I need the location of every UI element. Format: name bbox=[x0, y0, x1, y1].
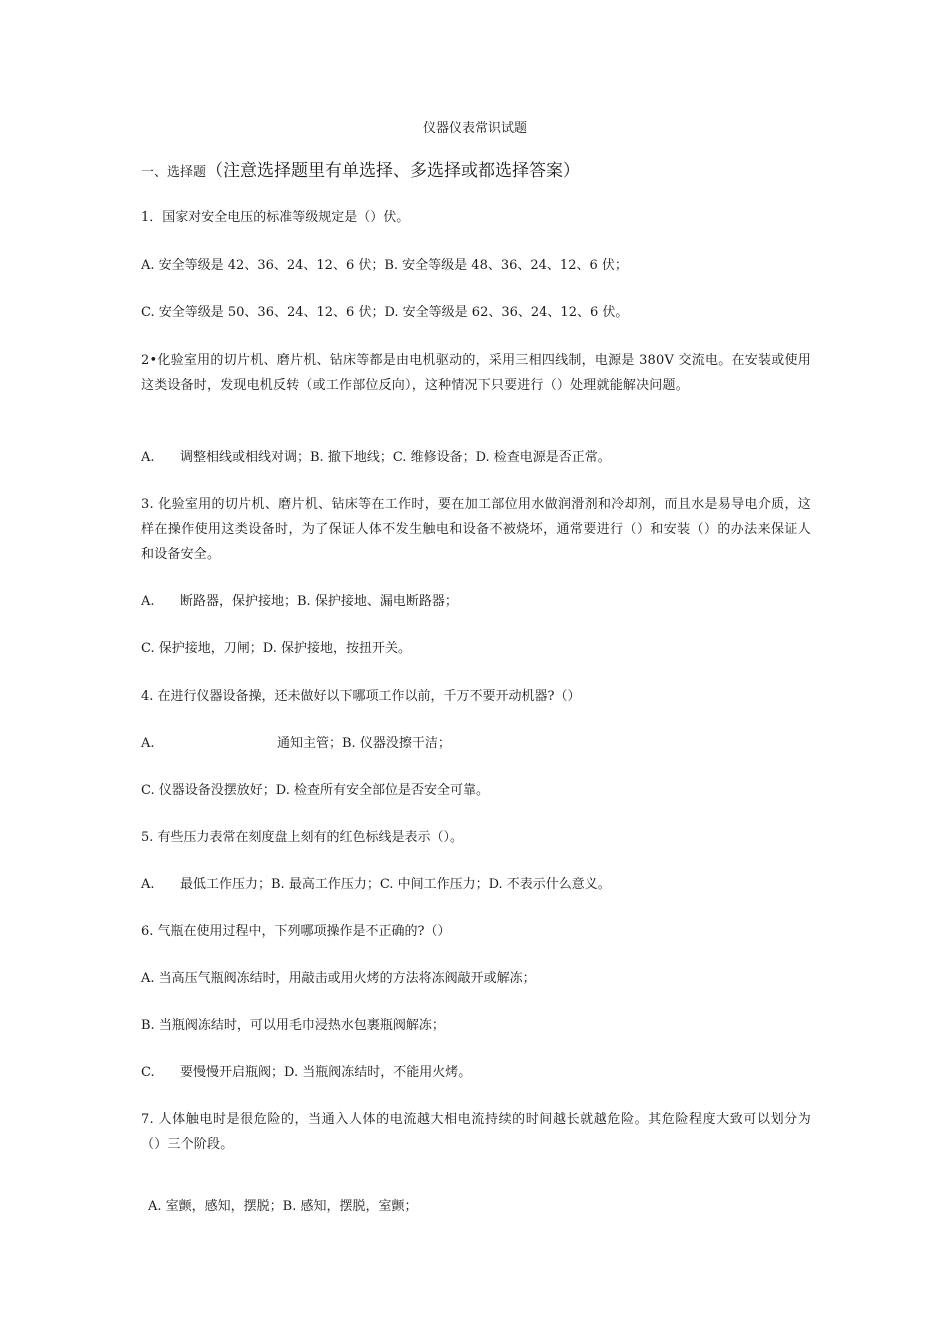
option-letter: A. bbox=[141, 736, 155, 751]
question-3-stem: 3. 化验室用的切片机、磨片机、钻床等在工作时，要在加工部位用水做润滑剂和冷却剂，而且水是易导电介质，这样在操作使用这类设备时，为了保证人体不发生触电和设备不被烧坏，通常要进行（）和安装（）的办法来保证人和设备安全。 bbox=[141, 497, 811, 562]
option-text: 最低工作压力；B. 最高工作压力；C. 中间工作压力；D. 不表示什么意义。 bbox=[180, 877, 611, 892]
question-6-option-a: A. 当高压气瓶阀冻结时，用敲击或用火烤的方法将冻阀敲开或解冻； bbox=[141, 971, 536, 986]
question-6-option-b: B. 当瓶阀冻结时，可以用毛巾浸热水包裹瓶阀解冻； bbox=[141, 1018, 445, 1033]
question-3-options-ab bbox=[141, 589, 821, 614]
option-letter: C. bbox=[141, 1065, 155, 1080]
question-6-stem: 6. 气瓶在使用过程中，下列哪项操作是不正确的?（） bbox=[141, 924, 451, 939]
document-title: 仪器仪表常识试题 bbox=[422, 121, 527, 136]
option-text: 断路器，保护接地；B. 保护接地、漏电断路器； bbox=[180, 594, 458, 609]
option-text: 调整相线或相线对调；B. 撤下地线；C. 维修设备；D. 检查电源是否正常。 bbox=[180, 450, 611, 465]
question-7-options-ab: A. 室颤，感知，摆脱；B. 感知，摆脱，室颤； bbox=[148, 1199, 418, 1214]
question-4-stem: 4. 在进行仪器设备操，还未做好以下哪项工作以前，千万不要开动机器?（） bbox=[141, 689, 581, 704]
option-letter: A. bbox=[141, 594, 155, 609]
question-1-options-ab: A. 安全等级是 42、36、24、12、6 伏；B. 安全等级是 48、36、24、12、6 伏； bbox=[141, 258, 628, 273]
question-6-options-cd bbox=[141, 1060, 821, 1085]
option-text: 通知主管；B. 仪器没擦干洁； bbox=[277, 736, 451, 751]
question-5-options bbox=[141, 872, 821, 897]
question-2-options bbox=[141, 445, 821, 470]
option-text: 要慢慢开启瓶阀；D. 当瓶阀冻结时，不能用火烤。 bbox=[180, 1065, 472, 1080]
option-letter: A. bbox=[141, 877, 155, 892]
option-letter: A. bbox=[141, 450, 155, 465]
question-4-options-cd: C. 仪器设备没摆放好；D. 检查所有安全部位是否安全可靠。 bbox=[141, 783, 489, 798]
question-2-stem: 2•化验室用的切片机、磨片机、钻床等都是由电机驱动的，采用三相四线制，电源是 380V 交流电。在安装或使用这类设备时，发现电机反转（或工作部位反向），这种情况下只要进行（）处理就能解决问题。 bbox=[141, 353, 811, 393]
section-note: （注意选择题里有单选择、多选择或都选择答案） bbox=[206, 161, 581, 181]
question-3-options-cd: C. 保护接地，刀闸；D. 保护接地，按扭开关。 bbox=[141, 641, 411, 656]
section-heading bbox=[141, 158, 580, 186]
question-5-stem: 5. 有些压力表常在刻度盘上刻有的红色标线是表示（）。 bbox=[141, 830, 464, 845]
section-prefix: 一、选择题 bbox=[141, 165, 207, 180]
question-1-options-cd: C. 安全等级是 50、36、24、12、6 伏；D. 安全等级是 62、36、24、12、6 伏。 bbox=[141, 305, 629, 320]
question-4-options-ab bbox=[141, 731, 821, 756]
question-7-stem: 7. 人体触电时是很危险的，当通入人体的电流越大相电流持续的时间越长就越危险。其危险程度大致可以划分为（）三个阶段。 bbox=[141, 1112, 811, 1152]
question-1-stem: 1．国家对安全电压的标准等级规定是（）伏。 bbox=[141, 210, 410, 225]
